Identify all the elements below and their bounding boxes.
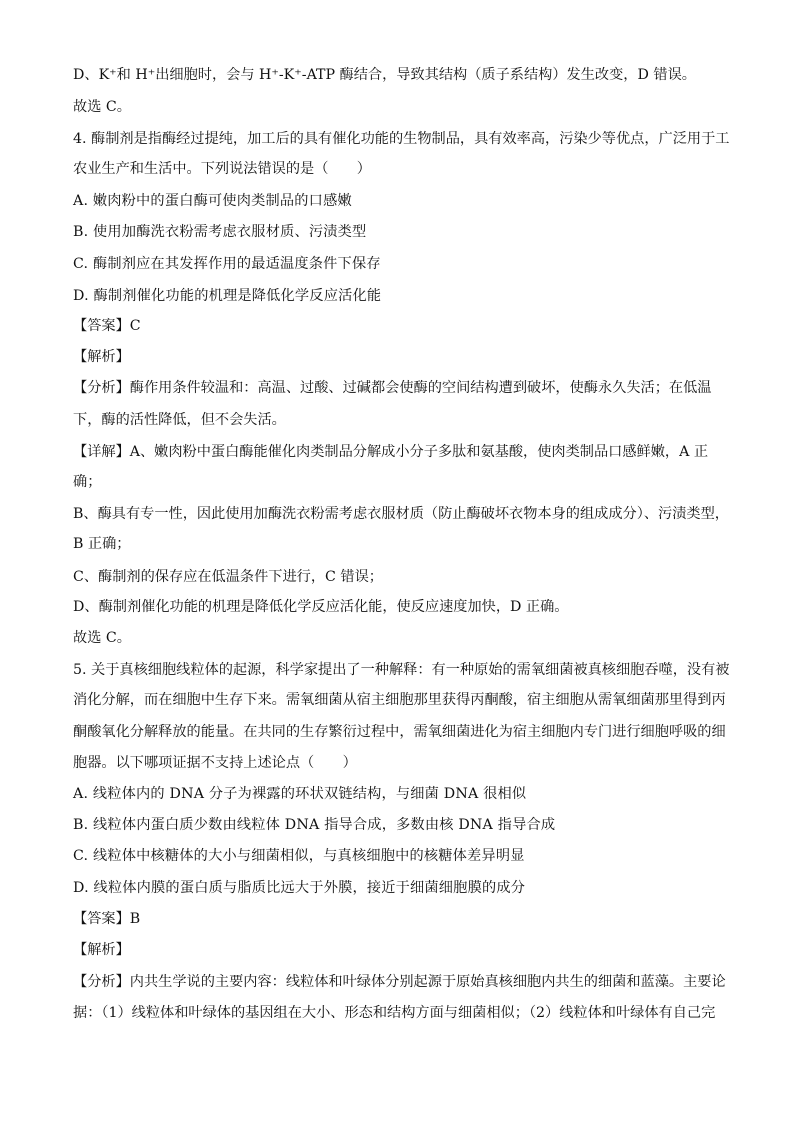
question-5-analysis-heading: 【解析】 xyxy=(73,942,130,958)
question-4-detail-c: C、酶制剂的保存应在低温条件下进行，C 错误； xyxy=(73,569,383,585)
question-5-option-d: D. 线粒体内膜的蛋白质与脂质比远大于外膜，接近于细菌细胞膜的成分 xyxy=(73,880,526,896)
question-4-option-a: A. 嫩肉粉中的蛋白酶可使肉类制品的口感嫩 xyxy=(73,193,352,209)
question-4-choose-c: 故选 C。 xyxy=(73,630,131,646)
question-5-answer: 【答案】B xyxy=(73,911,141,927)
question-5-stem-line-3: 酮酸氧化分解释放的能量。在共同的生存繁衍过程中，需氧细菌进化为宿主细胞内专门进行细胞呼吸的细 xyxy=(73,724,726,740)
text-line-choose-c: 故选 C。 xyxy=(73,99,131,115)
question-5-option-b: B. 线粒体内蛋白质少数由线粒体 DNA 指导合成，多数由核 DNA 指导合成 xyxy=(73,817,556,833)
question-5-stem-line-2: 消化分解，而在细胞中生存下来。需氧细菌从宿主细胞那里获得丙酮酸，宿主细胞从需氧细菌那里得到丙 xyxy=(73,692,726,708)
question-4-answer: 【答案】C xyxy=(73,318,141,334)
question-5-stem-line-4: 胞器。以下哪项证据不支持上述论点（ ） xyxy=(73,755,357,771)
question-5-analysis-line-1: 【分析】内共生学说的主要内容：线粒体和叶绿体分别起源于原始真核细胞内共生的细菌和蓝藻。主要论 xyxy=(73,974,726,990)
question-4-analysis-line-2: 下，酶的活性降低，但不会失活。 xyxy=(73,412,286,428)
question-5-analysis-line-2: 据：（1）线粒体和叶绿体的基因组在大小、形态和结构方面与细菌相似；（2）线粒体和叶绿体有自己完 xyxy=(73,1005,716,1021)
question-4-detail-line-1: 【详解】A、嫩肉粉中蛋白酶能催化肉类制品分解成小分子多肽和氨基酸，使肉类制品口感鲜嫩，A 正 xyxy=(73,444,709,460)
question-4-analysis-line-1: 【分析】酶作用条件较温和：高温、过酸、过碱都会使酶的空间结构遭到破坏，使酶永久失活；在低温 xyxy=(73,380,712,396)
question-4-option-d: D. 酶制剂催化功能的机理是降低化学反应活化能 xyxy=(73,288,382,304)
question-5-stem-line-1: 5. 关于真核细胞线粒体的起源，科学家提出了一种解释：有一种原始的需氧细菌被真核细胞吞噬，没有被 xyxy=(73,662,730,678)
question-4-detail-b-line-2: B 正确； xyxy=(73,536,131,552)
question-4-option-c: C. 酶制剂应在其发挥作用的最适温度条件下保存 xyxy=(73,256,381,272)
question-4-option-b: B. 使用加酶洗衣粉需考虑衣服材质、污渍类型 xyxy=(73,224,367,240)
question-5-option-a: A. 线粒体内的 DNA 分子为裸露的环状双链结构，与细菌 DNA 很相似 xyxy=(73,786,527,802)
question-5-option-c: C. 线粒体中核糖体的大小与细菌相似，与真核细胞中的核糖体差异明显 xyxy=(73,848,525,864)
question-4-detail-d: D、酶制剂催化功能的机理是降低化学反应活化能，使反应速度加快，D 正确。 xyxy=(73,599,569,615)
question-4-analysis-heading: 【解析】 xyxy=(73,349,130,365)
question-4-stem-line-2: 农业生产和生活中。下列说法错误的是（ ） xyxy=(73,161,371,177)
question-4-detail-b-line-1: B、酶具有专一性，因此使用加酶洗衣粉需考虑衣服材质（防止酶破坏衣物本身的组成成分）、污渍类型， xyxy=(73,506,729,522)
text-line-previous-answer-d: D、K⁺和 H⁺出细胞时，会与 H⁺-K⁺-ATP 酶结合，导致其结构（质子系结构）发生改变，D 错误。 xyxy=(73,67,696,83)
question-4-detail-line-2: 确； xyxy=(73,474,102,490)
question-4-stem-line-1: 4. 酶制剂是指酶经过提纯，加工后的具有催化功能的生物制品，具有效率高，污染少等优点，广泛用于工 xyxy=(73,131,730,147)
